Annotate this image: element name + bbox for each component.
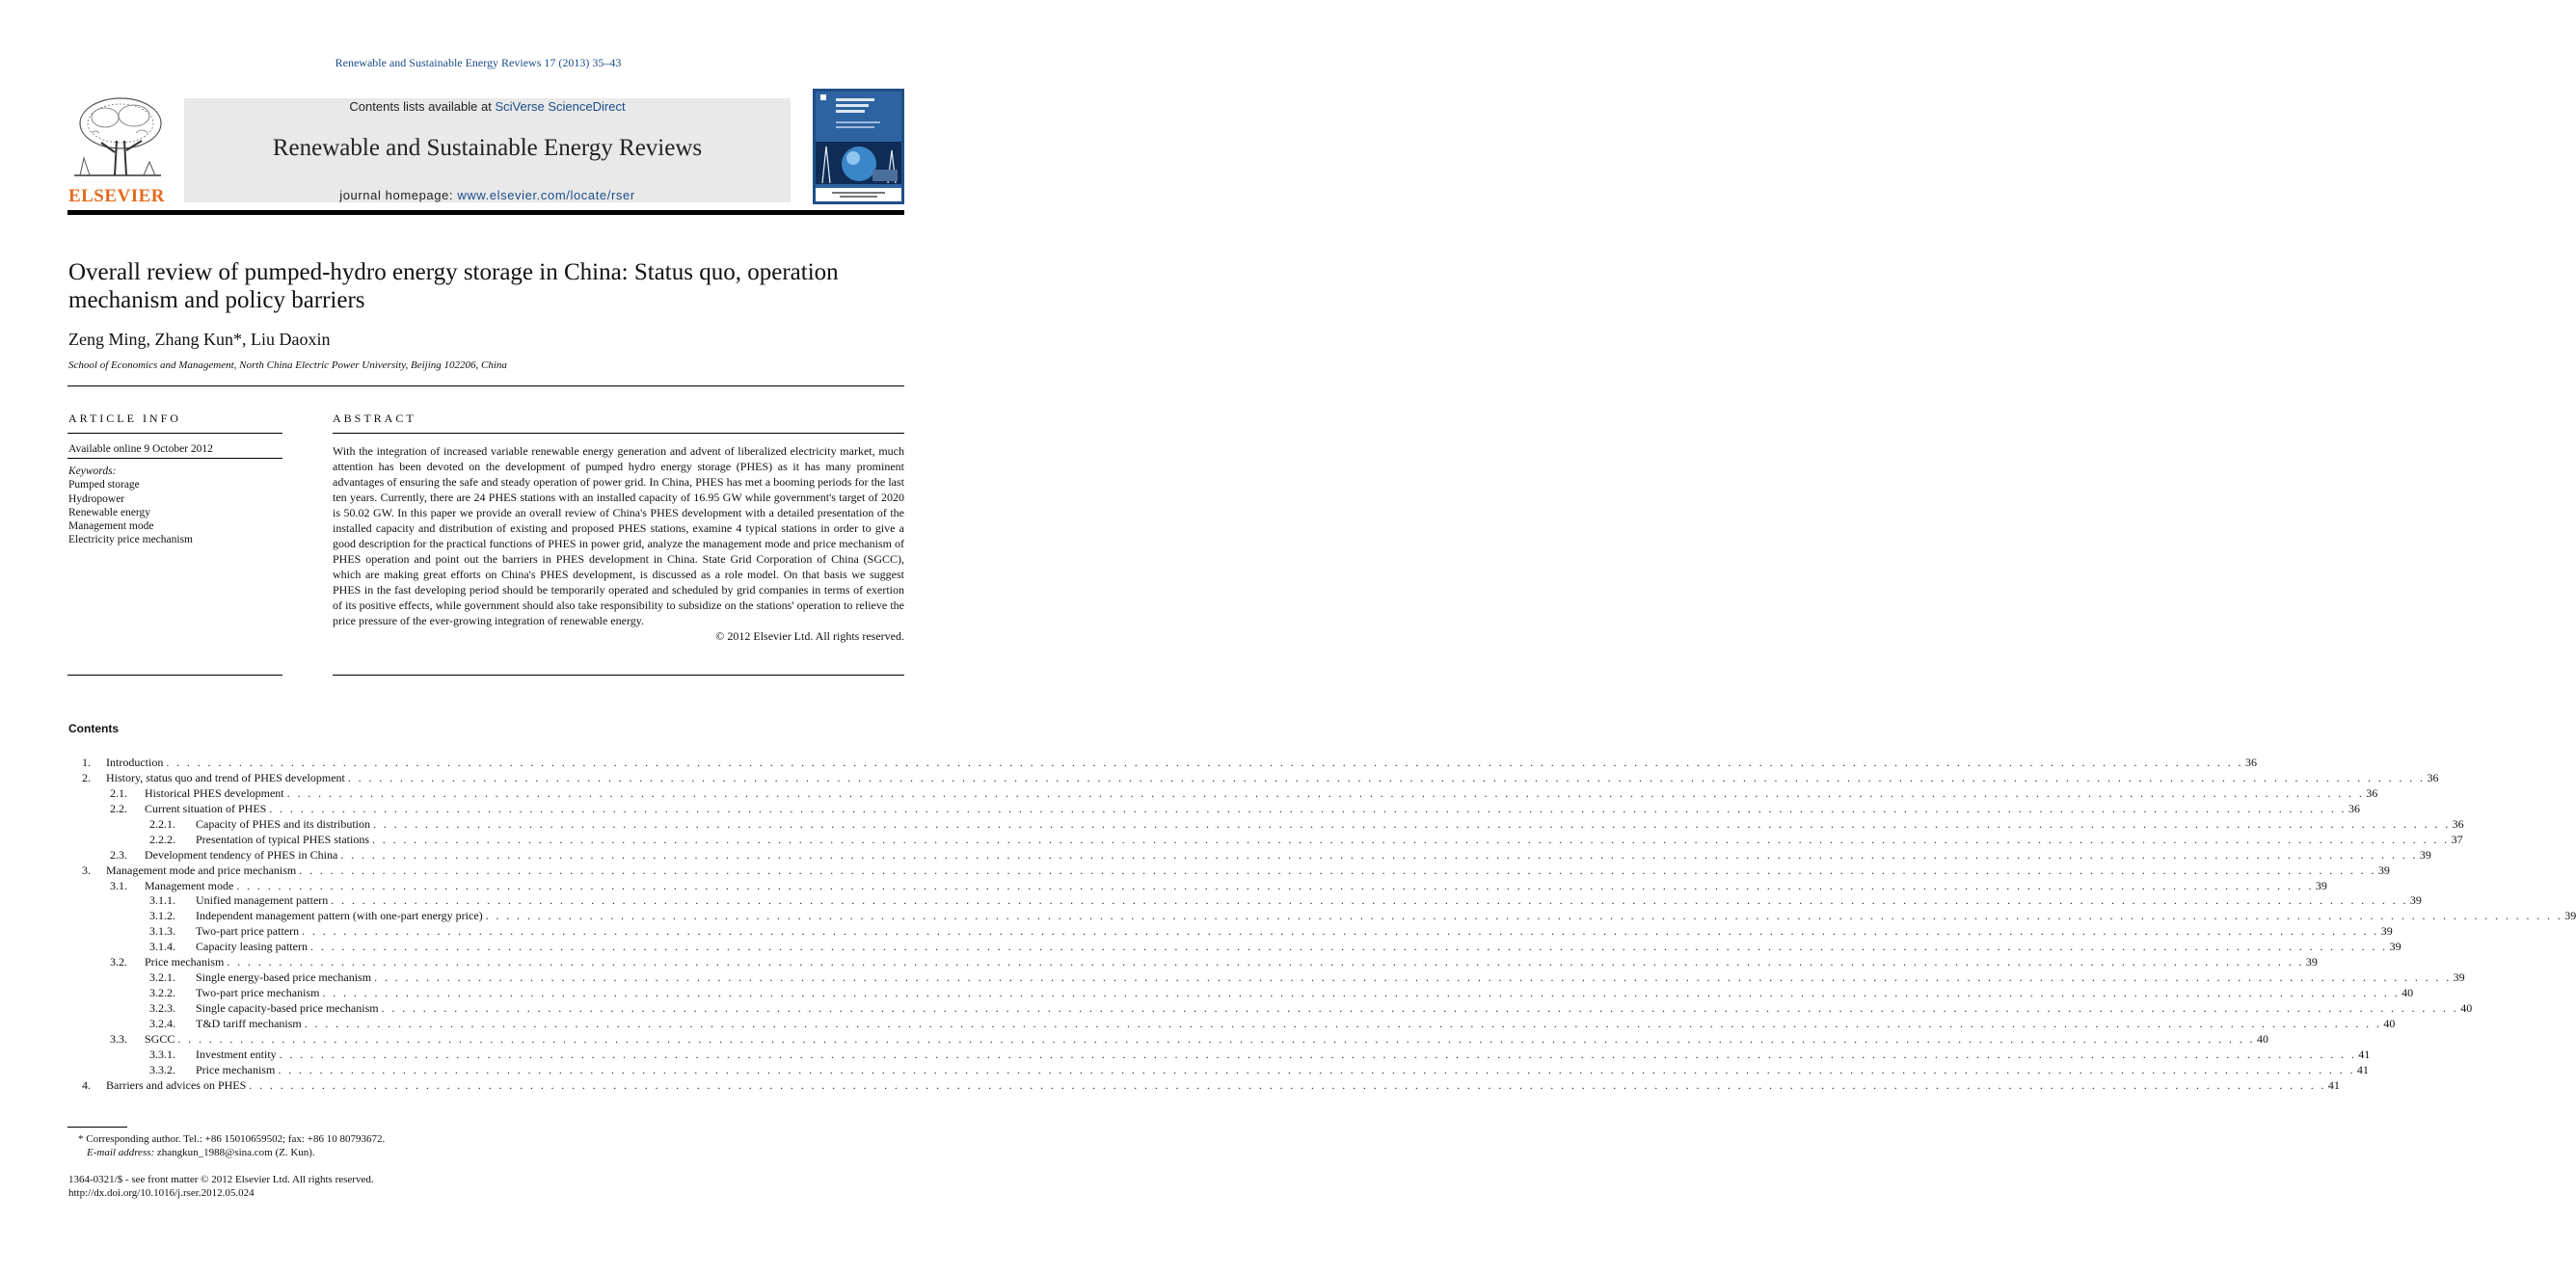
toc-label: Barriers and advices on PHES <box>106 1077 247 1092</box>
toc-entry[interactable] <box>106 1077 2340 1094</box>
toc-row[interactable] <box>67 1062 2369 1078</box>
toc-leader-dots: . . . . . . . . . . . . . . . . . . . . . . . . . . . . . . . . . . . . . . . . . . . . . . . . . . . . . . . . . . . . . . . . . . . . . . . . . . . . . . . . . . . . . . . . . . . . . . . . . . . . . . . . . . . . . . . . . . . . . . . . . . . . . . . . . . . . . . . . . . . . . . . . . . . . . . . . . . . . . . . . . . . . . . . . . . . . . . . . . . . . . . . . . . . . . . . . . . . . . . . . <box>309 940 2388 954</box>
toc-page-number: 39 <box>2453 970 2465 985</box>
toc-page-number: 41 <box>2358 1047 2371 1061</box>
toc-row[interactable] <box>67 955 2318 970</box>
journal-citation[interactable]: Renewable and Sustainable Energy Reviews 17 (2013) 35–43 <box>335 56 622 69</box>
toc-label: Independent management pattern (with one-part energy price) <box>196 909 483 923</box>
toc-leader-dots: . . . . . . . . . . . . . . . . . . . . . . . . . . . . . . . . . . . . . . . . . . . . . . . . . . . . . . . . . . . . . . . . . . . . . . . . . . . . . . . . . . . . . . . . . . . . . . . . . . . . . . . . . . . . . . . . . . . . . . . . . . . . . . . . . . . . . . . . . . . . . . . . . . . . . . . . . . . . . . . . . . . . . . . . . . . . . . . . . . . . . . . . . . . . . . . . . . . . . . . . <box>302 924 2379 939</box>
toc-number: 3.2.4. <box>149 1016 175 1030</box>
journal-homepage <box>184 188 791 202</box>
toc-number: 3.3.2. <box>149 1062 175 1076</box>
journal-cover-image[interactable] <box>813 89 904 204</box>
toc-entry[interactable] <box>196 1062 2369 1078</box>
toc-leader-dots: . . . . . . . . . . . . . . . . . . . . . . . . . . . . . . . . . . . . . . . . . . . . . . . . . . . . . . . . . . . . . . . . . . . . . . . . . . . . . . . . . . . . . . . . . . . . . . . . . . . . . . . . . . . . . . . . . . . . . . . . . . . . . . . . . . . . . . . . . . . . . . . . . . . . . . . . . . . . . . . . . . . . . . . . . . . . . . . . . . . . . . . . . . . . . . . . . . . . . . . . <box>347 770 2426 784</box>
abstract-body <box>333 443 904 644</box>
toc-entry[interactable] <box>145 801 2360 817</box>
toc-row[interactable] <box>67 1047 2371 1063</box>
toc-label: Historical PHES development <box>145 785 284 800</box>
email-note <box>87 1146 315 1159</box>
toc-row[interactable] <box>67 924 2393 940</box>
toc-label: Development tendency of PHES in China <box>145 847 338 862</box>
toc-row[interactable] <box>67 986 2414 1001</box>
article-info-heading: ARTICLE INFO <box>68 412 181 425</box>
toc-leader-dots: . . . . . . . . . . . . . . . . . . . . . . . . . . . . . . . . . . . . . . . . . . . . . . . . . . . . . . . . . . . . . . . . . . . . . . . . . . . . . . . . . . . . . . . . . . . . . . . . . . . . . . . . . . . . . . . . . . . . . . . . . . . . . . . . . . . . . . . . . . . . . . . . . . . . . . . . . . . . . . . . . . . . . . . . . . . . . . . . . . . . . . . . . . . . . . . . . . . . . . . . <box>286 785 2365 800</box>
abstract-bottom-rule <box>333 675 904 676</box>
toc-number: 3.1.1. <box>149 893 175 908</box>
toc-entry[interactable] <box>196 909 2576 924</box>
toc-leader-dots: . . . . . . . . . . . . . . . . . . . . . . . . . . . . . . . . . . . . . . . . . . . . . . . . . . . . . . . . . . . . . . . . . . . . . . . . . . . . . . . . . . . . . . . . . . . . . . . . . . . . . . . . . . . . . . . . . . . . . . . . . . . . . . . . . . . . . . . . . . . . . . . . . . . . . . . . . . . . . . . . . . . . . . . . . . . . . . . . . . . . . . . . . . . . . . . . . . . . . . . . <box>177 1031 2255 1046</box>
toc-page-number: 39 <box>2409 893 2422 908</box>
sciencedirect-link[interactable]: SciVerse ScienceDirect <box>495 99 626 114</box>
toc-number: 3.2. <box>110 955 127 970</box>
table-of-contents <box>67 756 2576 1094</box>
toc-label: Two-part price mechanism <box>196 986 320 1000</box>
toc-leader-dots: . . . . . . . . . . . . . . . . . . . . . . . . . . . . . . . . . . . . . . . . . . . . . . . . . . . . . . . . . . . . . . . . . . . . . . . . . . . . . . . . . . . . . . . . . . . . . . . . . . . . . . . . . . . . . . . . . . . . . . . . . . . . . . . . . . . . . . . . . . . . . . . . . . . . . . . . . . . . . . . . . . . . . . . . . . . . . . . . . . . . . . . . . . . . . . . . . . . . . . . . <box>331 893 2408 908</box>
toc-entry[interactable] <box>145 847 2431 863</box>
toc-number: 2.2.2. <box>149 832 175 846</box>
toc-leader-dots: . . . . . . . . . . . . . . . . . . . . . . . . . . . . . . . . . . . . . . . . . . . . . . . . . . . . . . . . . . . . . . . . . . . . . . . . . . . . . . . . . . . . . . . . . . . . . . . . . . . . . . . . . . . . . . . . . . . . . . . . . . . . . . . . . . . . . . . . . . . . . . . . . . . . . . . . . . . . . . . . . . . . . . . . . . . . . . . . . . . . . . . . . . . . . . . . . . . . . . . . <box>227 955 2304 970</box>
toc-label: History, status quo and trend of PHES development <box>106 770 345 784</box>
toc-leader-dots: . . . . . . . . . . . . . . . . . . . . . . . . . . . . . . . . . . . . . . . . . . . . . . . . . . . . . . . . . . . . . . . . . . . . . . . . . . . . . . . . . . . . . . . . . . . . . . . . . . . . . . . . . . . . . . . . . . . . . . . . . . . . . . . . . . . . . . . . . . . . . . . . . . . . . . . . . . . . . . . . . . . . . . . . . . . . . . . . . . . . . . . . . . . . . . . . . . . . . . . . <box>373 816 2451 831</box>
toc-label: Current situation of PHES <box>145 801 267 815</box>
toc-page-number: 40 <box>2383 1016 2396 1030</box>
toc-row[interactable] <box>67 940 2402 955</box>
toc-row[interactable] <box>67 801 2360 817</box>
available-rule <box>67 458 282 459</box>
toc-leader-dots: . . . . . . . . . . . . . . . . . . . . . . . . . . . . . . . . . . . . . . . . . . . . . . . . . . . . . . . . . . . . . . . . . . . . . . . . . . . . . . . . . . . . . . . . . . . . . . . . . . . . . . . . . . . . . . . . . . . . . . . . . . . . . . . . . . . . . . . . . . . . . . . . . . . . . . . . . . . . . . . . . . . . . . . . . . . . . . . . . . . . . . . . . . . . . . . . . . . . . . . . <box>166 756 2243 769</box>
toc-page-number: 36 <box>2427 770 2439 784</box>
toc-row[interactable] <box>67 863 2390 879</box>
toc-entry[interactable] <box>196 893 2422 909</box>
keyword-item: Renewable energy <box>68 506 151 518</box>
toc-row[interactable] <box>67 1031 2268 1048</box>
toc-number: 3.3. <box>110 1031 127 1046</box>
toc-entry[interactable] <box>196 1047 2371 1063</box>
toc-leader-dots: . . . . . . . . . . . . . . . . . . . . . . . . . . . . . . . . . . . . . . . . . . . . . . . . . . . . . . . . . . . . . . . . . . . . . . . . . . . . . . . . . . . . . . . . . . . . . . . . . . . . . . . . . . . . . . . . . . . . . . . . . . . . . . . . . . . . . . . . . . . . . . . . . . . . . . . . . . . . . . . . . . . . . . . . . . . . . . . . . . . . . . . . . . . . . . . . . . . . . . . . <box>485 909 2563 923</box>
toc-page-number: 36 <box>2366 785 2378 800</box>
toc-leader-dots: . . . . . . . . . . . . . . . . . . . . . . . . . . . . . . . . . . . . . . . . . . . . . . . . . . . . . . . . . . . . . . . . . . . . . . . . . . . . . . . . . . . . . . . . . . . . . . . . . . . . . . . . . . . . . . . . . . . . . . . . . . . . . . . . . . . . . . . . . . . . . . . . . . . . . . . . . . . . . . . . . . . . . . . . . . . . . . . . . . . . . . . . . . . . . . . . . . . . . . . . <box>279 1047 2357 1061</box>
toc-number: 4. <box>82 1077 91 1092</box>
toc-number: 3.3.1. <box>149 1047 175 1061</box>
toc-number: 2.2. <box>110 801 127 815</box>
footnote-divider <box>67 1127 127 1128</box>
toc-entry[interactable] <box>196 940 2402 955</box>
toc-page-number: 36 <box>2244 756 2257 769</box>
toc-label: Investment entity <box>196 1047 277 1061</box>
toc-leader-dots: . . . . . . . . . . . . . . . . . . . . . . . . . . . . . . . . . . . . . . . . . . . . . . . . . . . . . . . . . . . . . . . . . . . . . . . . . . . . . . . . . . . . . . . . . . . . . . . . . . . . . . . . . . . . . . . . . . . . . . . . . . . . . . . . . . . . . . . . . . . . . . . . . . . . . . . . . . . . . . . . . . . . . . . . . . . . . . . . . . . . . . . . . . . . . . . . . . . . . . . . <box>381 1001 2459 1015</box>
toc-leader-dots: . . . . . . . . . . . . . . . . . . . . . . . . . . . . . . . . . . . . . . . . . . . . . . . . . . . . . . . . . . . . . . . . . . . . . . . . . . . . . . . . . . . . . . . . . . . . . . . . . . . . . . . . . . . . . . . . . . . . . . . . . . . . . . . . . . . . . . . . . . . . . . . . . . . . . . . . . . . . . . . . . . . . . . . . . . . . . . . . . . . . . . . . . . . . . . . . . . . . . . . . <box>249 1077 2326 1092</box>
email-label: E-mail address: <box>87 1147 155 1158</box>
toc-label: T&D tariff mechanism <box>196 1016 302 1030</box>
toc-row[interactable] <box>67 816 2464 833</box>
toc-page-number: 40 <box>2256 1031 2268 1046</box>
keyword-item: Electricity price mechanism <box>68 534 193 546</box>
article-info-rule <box>67 433 282 434</box>
toc-entry[interactable] <box>145 955 2318 970</box>
contents-availability <box>184 99 791 114</box>
available-online: Available online 9 October 2012 <box>68 443 213 455</box>
contents-prefix: Contents lists available at <box>349 99 496 114</box>
toc-entry[interactable] <box>106 770 2439 786</box>
toc-number: 3.1.3. <box>149 924 175 939</box>
toc-page-number: 39 <box>2389 940 2402 954</box>
article-title: Overall review of pumped-hydro energy storage in China: Status quo, operation mechanism and policy barriers <box>68 259 839 313</box>
toc-number: 3. <box>82 863 91 877</box>
keyword-item: Management mode <box>68 520 154 533</box>
abstract-rule <box>333 433 904 434</box>
toc-label: Management mode <box>145 878 234 892</box>
journal-banner <box>184 98 791 202</box>
toc-leader-dots: . . . . . . . . . . . . . . . . . . . . . . . . . . . . . . . . . . . . . . . . . . . . . . . . . . . . . . . . . . . . . . . . . . . . . . . . . . . . . . . . . . . . . . . . . . . . . . . . . . . . . . . . . . . . . . . . . . . . . . . . . . . . . . . . . . . . . . . . . . . . . . . . . . . . . . . . . . . . . . . . . . . . . . . . . . . . . . . . . . . . . . . . . . . . . . . . . . . . . . . . <box>374 970 2452 985</box>
toc-row[interactable] <box>67 1001 2473 1017</box>
toc-number: 3.2.3. <box>149 1001 175 1015</box>
toc-leader-dots: . . . . . . . . . . . . . . . . . . . . . . . . . . . . . . . . . . . . . . . . . . . . . . . . . . . . . . . . . . . . . . . . . . . . . . . . . . . . . . . . . . . . . . . . . . . . . . . . . . . . . . . . . . . . . . . . . . . . . . . . . . . . . . . . . . . . . . . . . . . . . . . . . . . . . . . . . . . . . . . . . . . . . . . . . . . . . . . . . . . . . . . . . . . . . . . . . . . . . . . . <box>371 832 2450 846</box>
keywords-block <box>68 465 193 547</box>
toc-row[interactable] <box>67 785 2378 802</box>
toc-row[interactable] <box>67 1016 2396 1032</box>
toc-entry[interactable] <box>196 816 2464 833</box>
toc-entry[interactable] <box>145 785 2378 802</box>
toc-label: Single capacity-based price mechanism <box>196 1001 379 1015</box>
toc-leader-dots: . . . . . . . . . . . . . . . . . . . . . . . . . . . . . . . . . . . . . . . . . . . . . . . . . . . . . . . . . . . . . . . . . . . . . . . . . . . . . . . . . . . . . . . . . . . . . . . . . . . . . . . . . . . . . . . . . . . . . . . . . . . . . . . . . . . . . . . . . . . . . . . . . . . . . . . . . . . . . . . . . . . . . . . . . . . . . . . . . . . . . . . . . . . . . . . . . . . . . . . . <box>304 1016 2382 1030</box>
toc-label: Capacity of PHES and its distribution <box>196 816 370 831</box>
toc-entry[interactable] <box>145 878 2327 894</box>
toc-number: 3.1.2. <box>149 909 175 923</box>
toc-number: 3.1. <box>110 878 127 892</box>
toc-leader-dots: . . . . . . . . . . . . . . . . . . . . . . . . . . . . . . . . . . . . . . . . . . . . . . . . . . . . . . . . . . . . . . . . . . . . . . . . . . . . . . . . . . . . . . . . . . . . . . . . . . . . . . . . . . . . . . . . . . . . . . . . . . . . . . . . . . . . . . . . . . . . . . . . . . . . . . . . . . . . . . . . . . . . . . . . . . . . . . . . . . . . . . . . . . . . . . . . . . . . . . . . <box>269 801 2347 815</box>
toc-number: 1. <box>82 756 91 769</box>
toc-number: 3.1.4. <box>149 940 175 954</box>
author-affiliation: School of Economics and Management, North China Electric Power University, Beijing 102206, China <box>68 359 507 371</box>
toc-entry[interactable] <box>196 970 2465 986</box>
toc-label: Unified management pattern <box>196 893 329 908</box>
abstract-text: With the integration of increased variable renewable energy generation and advent of liberalized electricity market, much attention has been devoted on the development of pumped hydro energy storage (PHES) as it has many prominent advantages of ensuring the safe and steady operation of power grid. In China, PHES has met a booming periods for the last ten years. Currently, there are 24 PHES stations with an installed capacity of 16.95 GW while government's target of 2020 is 50.02 GW. In this paper we provide an overall review of China's PHES development with a detailed presentation of the installed capacity and distribution of existing and proposed PHES stations, examine 4 typical stations in order to give a good description for the practical functions of PHES in power grid, analyze the management mode and price mechanism of PHES operation and point out the barriers in PHES development in China. State Grid Corporation of China (SGCC), which are making great efforts on China's PHES development, is discussed as a role model. On that basis we suggest PHES in the fast developing period should be temporarily operated and scheduled by grid companies in terms of exertion of its positive effects, while government should also take responsibility to subsidize on the stations' operation to relieve the price pressure of the ever-growing integration of renewable energy. <box>333 444 904 627</box>
title-divider <box>67 385 904 386</box>
toc-leader-dots: . . . . . . . . . . . . . . . . . . . . . . . . . . . . . . . . . . . . . . . . . . . . . . . . . . . . . . . . . . . . . . . . . . . . . . . . . . . . . . . . . . . . . . . . . . . . . . . . . . . . . . . . . . . . . . . . . . . . . . . . . . . . . . . . . . . . . . . . . . . . . . . . . . . . . . . . . . . . . . . . . . . . . . . . . . . . . . . . . . . . . . . . . . . . . . . . . . . . . . . . <box>299 863 2376 877</box>
toc-entry[interactable] <box>196 924 2393 940</box>
toc-page-number: 40 <box>2402 986 2414 1000</box>
toc-page-number: 36 <box>2348 801 2360 815</box>
keyword-item: Hydropower <box>68 492 125 505</box>
abstract-copyright: © 2012 Elsevier Ltd. All rights reserved. <box>715 629 904 643</box>
abstract-heading: ABSTRACT <box>333 412 416 425</box>
toc-number: 3.2.2. <box>149 986 175 1000</box>
header-divider <box>67 210 904 215</box>
toc-entry[interactable] <box>106 756 2257 771</box>
journal-title: Renewable and Sustainable Energy Reviews <box>272 135 703 161</box>
toc-entry[interactable] <box>145 1031 2268 1048</box>
contents-heading: Contents <box>68 722 119 735</box>
elsevier-tree-icon <box>67 94 167 183</box>
elsevier-wordmark: ELSEVIER <box>67 186 166 206</box>
toc-row[interactable] <box>67 1077 2340 1094</box>
toc-label: Single energy-based price mechanism <box>196 970 372 985</box>
toc-number: 2. <box>82 770 91 784</box>
corresponding-author-note: * Corresponding author. Tel.: +86 15010659502; fax: +86 10 80793672. <box>78 1133 386 1145</box>
toc-row[interactable] <box>67 770 2439 786</box>
toc-page-number: 37 <box>2451 832 2463 846</box>
article-info-bottom-rule <box>67 675 282 676</box>
toc-label: Two-part price pattern <box>196 924 300 939</box>
toc-label: Price mechanism <box>196 1062 276 1076</box>
toc-label: Introduction <box>106 756 164 769</box>
homepage-link[interactable]: www.elsevier.com/locate/rser <box>457 188 635 202</box>
toc-label: Management mode and price mechanism <box>106 863 297 877</box>
doi-link[interactable]: http://dx.doi.org/10.1016/j.rser.2012.05.024 <box>68 1187 255 1199</box>
toc-number: 3.2.1. <box>149 970 175 985</box>
toc-entry[interactable] <box>196 1016 2396 1032</box>
toc-leader-dots: . . . . . . . . . . . . . . . . . . . . . . . . . . . . . . . . . . . . . . . . . . . . . . . . . . . . . . . . . . . . . . . . . . . . . . . . . . . . . . . . . . . . . . . . . . . . . . . . . . . . . . . . . . . . . . . . . . . . . . . . . . . . . . . . . . . . . . . . . . . . . . . . . . . . . . . . . . . . . . . . . . . . . . . . . . . . . . . . . . . . . . . . . . . . . . . . . . . . . . . . <box>278 1062 2355 1076</box>
toc-leader-dots: . . . . . . . . . . . . . . . . . . . . . . . . . . . . . . . . . . . . . . . . . . . . . . . . . . . . . . . . . . . . . . . . . . . . . . . . . . . . . . . . . . . . . . . . . . . . . . . . . . . . . . . . . . . . . . . . . . . . . . . . . . . . . . . . . . . . . . . . . . . . . . . . . . . . . . . . . . . . . . . . . . . . . . . . . . . . . . . . . . . . . . . . . . . . . . . . . . . . . . . . <box>322 986 2401 1000</box>
toc-leader-dots: . . . . . . . . . . . . . . . . . . . . . . . . . . . . . . . . . . . . . . . . . . . . . . . . . . . . . . . . . . . . . . . . . . . . . . . . . . . . . . . . . . . . . . . . . . . . . . . . . . . . . . . . . . . . . . . . . . . . . . . . . . . . . . . . . . . . . . . . . . . . . . . . . . . . . . . . . . . . . . . . . . . . . . . . . . . . . . . . . . . . . . . . . . . . . . . . . . . . . . . . <box>340 847 2418 862</box>
toc-row[interactable] <box>67 832 2463 848</box>
email-address[interactable]: zhangkun_1988@sina.com (Z. Kun). <box>156 1147 315 1158</box>
issn-note: 1364-0321/$ - see front matter © 2012 Elsevier Ltd. All rights reserved. <box>68 1174 374 1185</box>
article-authors: Zeng Ming, Zhang Kun*, Liu Daoxin <box>68 330 331 349</box>
toc-row[interactable] <box>67 756 2257 771</box>
toc-leader-dots: . . . . . . . . . . . . . . . . . . . . . . . . . . . . . . . . . . . . . . . . . . . . . . . . . . . . . . . . . . . . . . . . . . . . . . . . . . . . . . . . . . . . . . . . . . . . . . . . . . . . . . . . . . . . . . . . . . . . . . . . . . . . . . . . . . . . . . . . . . . . . . . . . . . . . . . . . . . . . . . . . . . . . . . . . . . . . . . . . . . . . . . . . . . . . . . . . . . . . . . . <box>236 878 2314 892</box>
toc-page-number: 39 <box>2419 847 2431 862</box>
toc-number: 2.1. <box>110 785 127 800</box>
toc-page-number: 41 <box>2327 1077 2340 1092</box>
toc-row[interactable] <box>67 893 2422 909</box>
toc-label: Price mechanism <box>145 955 225 970</box>
toc-entry[interactable] <box>196 1001 2473 1017</box>
toc-page-number: 39 <box>2564 909 2576 923</box>
elsevier-logo <box>67 94 167 206</box>
toc-entry[interactable] <box>106 863 2390 879</box>
homepage-prefix: journal homepage: <box>339 188 458 202</box>
toc-label: SGCC <box>145 1031 175 1046</box>
toc-page-number: 39 <box>2305 955 2318 970</box>
toc-entry[interactable] <box>196 986 2414 1001</box>
toc-page-number: 39 <box>2315 878 2327 892</box>
toc-page-number: 41 <box>2356 1062 2369 1076</box>
keywords-label: Keywords: <box>68 465 117 477</box>
keyword-item: Pumped storage <box>68 479 140 491</box>
toc-row[interactable] <box>67 909 2576 924</box>
toc-label: Capacity leasing pattern <box>196 940 308 954</box>
toc-entry[interactable] <box>196 832 2463 848</box>
toc-number: 2.2.1. <box>149 816 175 831</box>
toc-page-number: 40 <box>2460 1001 2473 1015</box>
toc-page-number: 39 <box>2380 924 2393 939</box>
toc-label: Presentation of typical PHES stations <box>196 832 369 846</box>
toc-row[interactable] <box>67 970 2465 986</box>
toc-page-number: 39 <box>2377 863 2390 877</box>
toc-number: 2.3. <box>110 847 127 862</box>
toc-row[interactable] <box>67 878 2327 894</box>
toc-row[interactable] <box>67 847 2431 863</box>
toc-page-number: 36 <box>2452 816 2464 831</box>
